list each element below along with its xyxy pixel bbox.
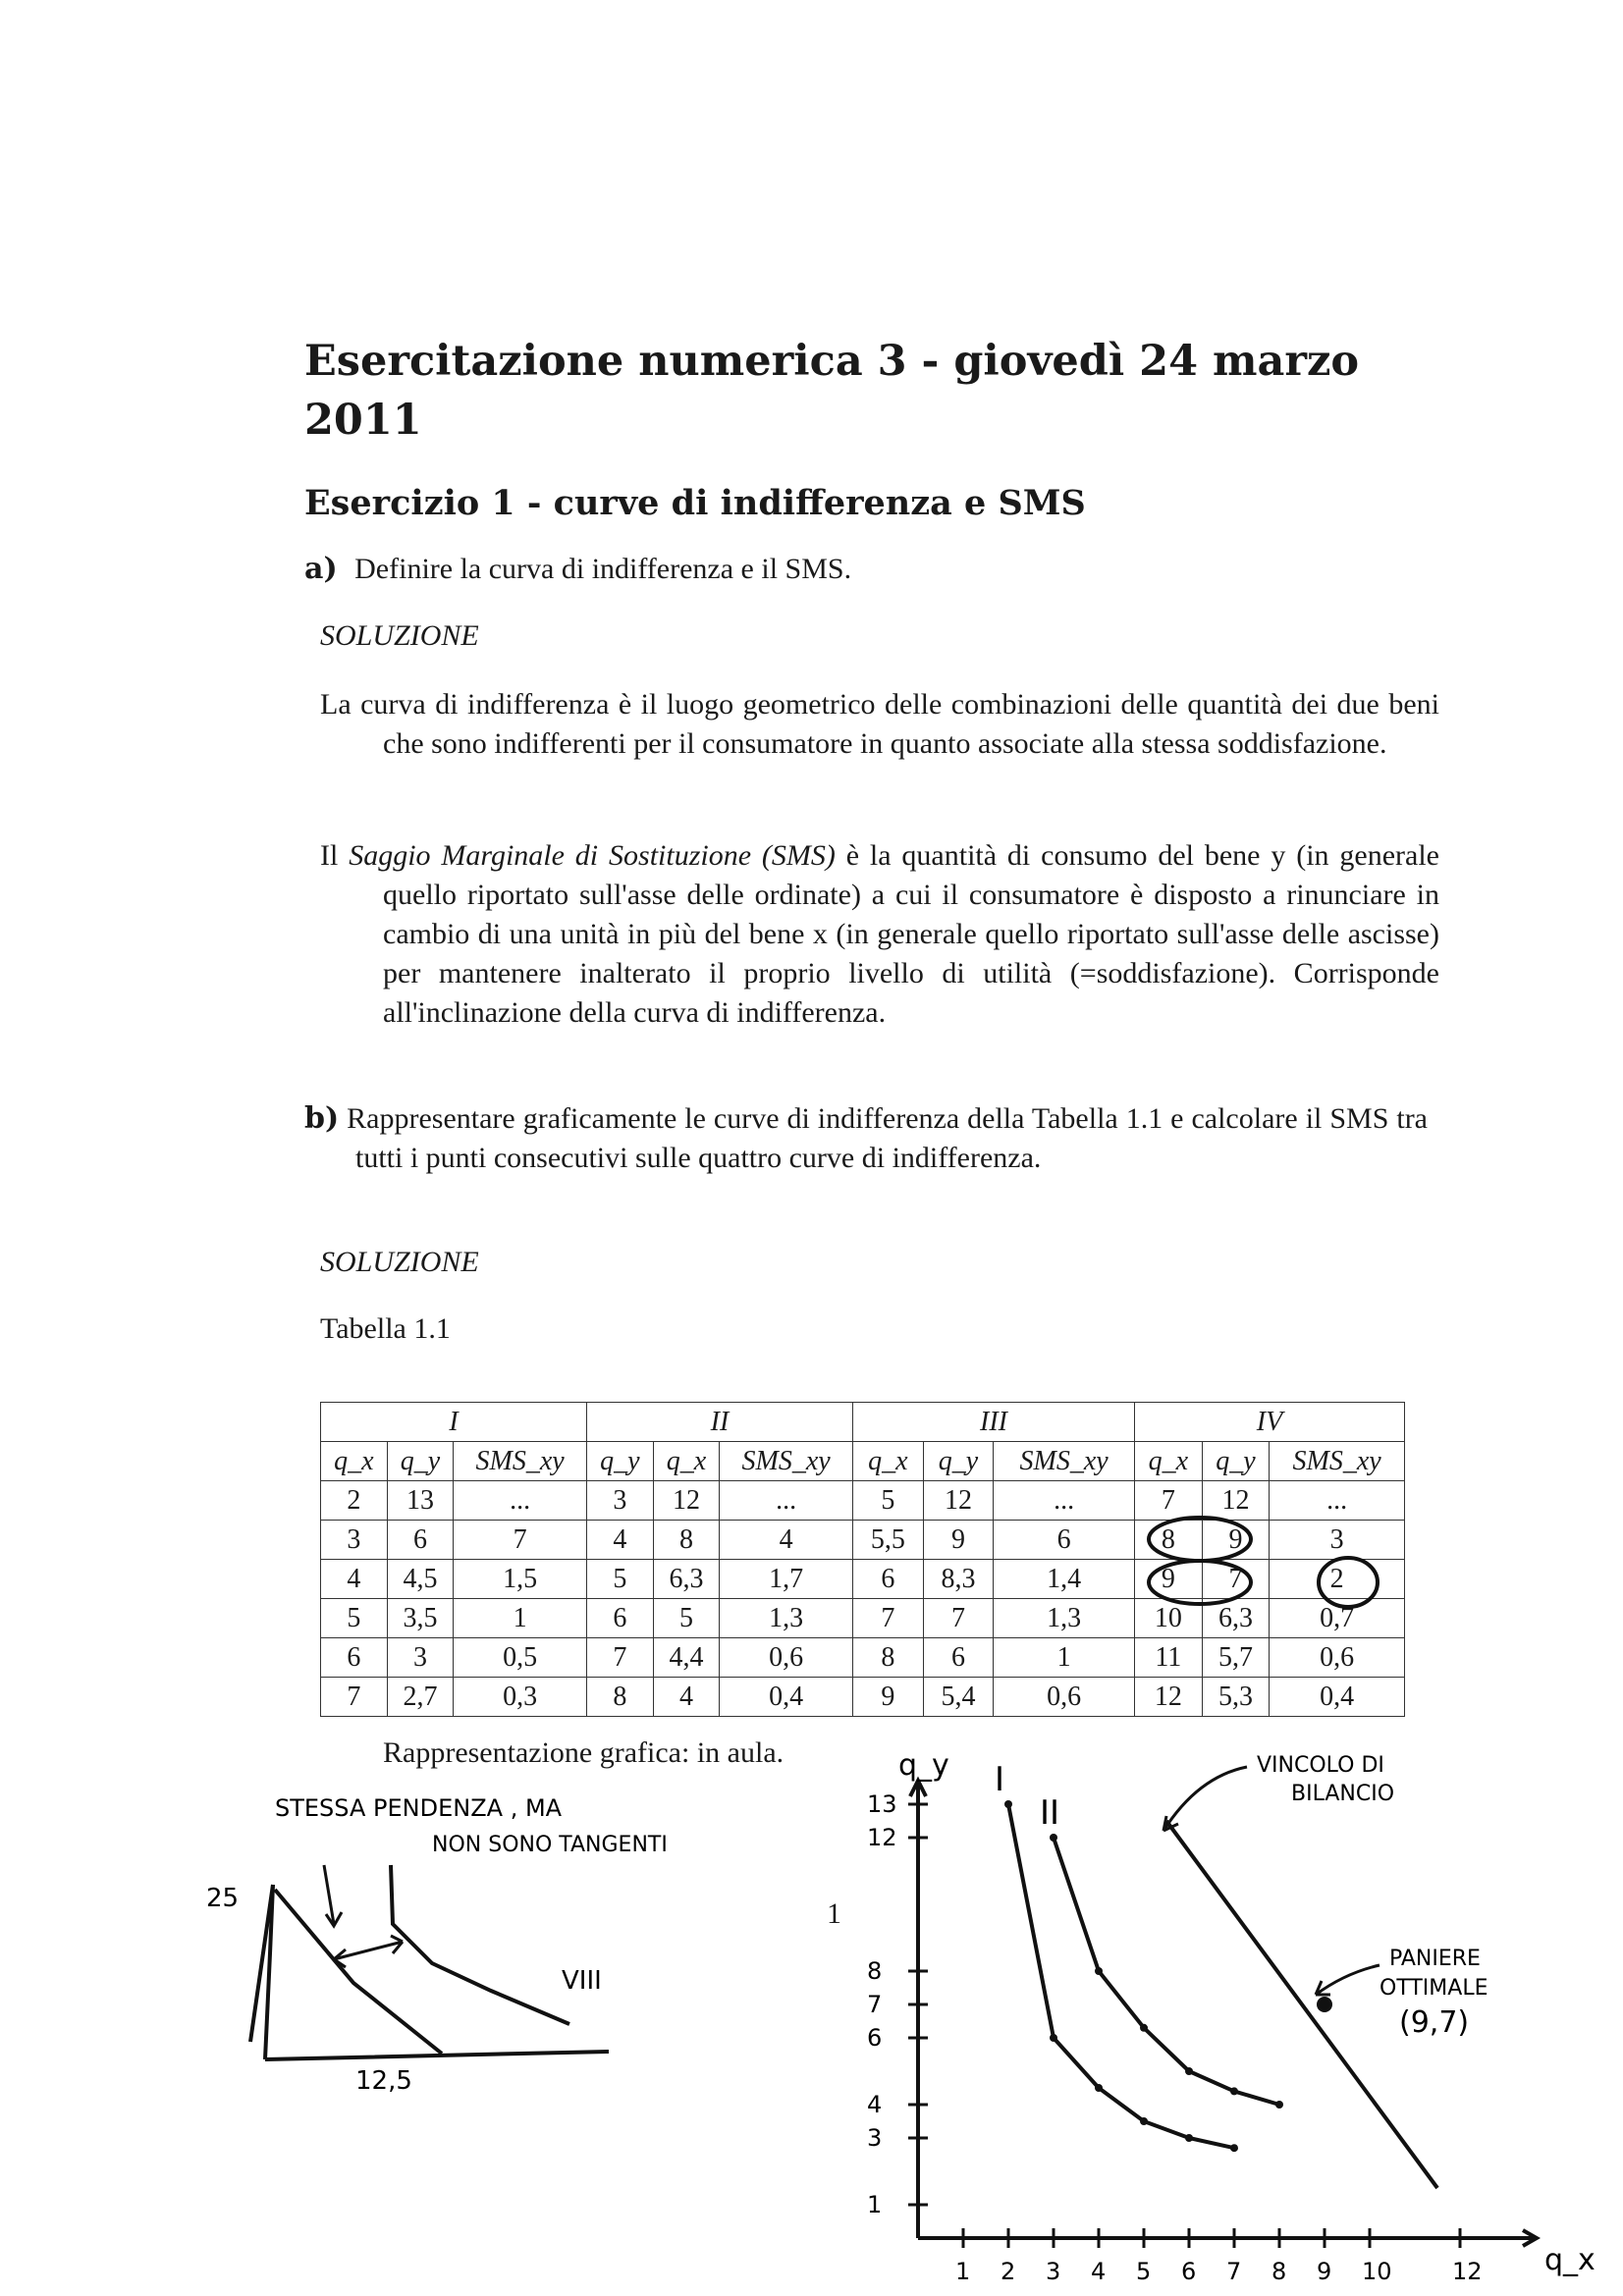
table-cell: 12 bbox=[1202, 1481, 1270, 1521]
sketch-curve-viii bbox=[391, 1865, 569, 2024]
column-header: q_x bbox=[1135, 1442, 1203, 1481]
table-cell: 13 bbox=[387, 1481, 454, 1521]
arrow-icon bbox=[1316, 1965, 1380, 1995]
table-cell: 5 bbox=[321, 1599, 388, 1638]
table-cell: 1,7 bbox=[720, 1560, 853, 1599]
x-axis-label: q_x bbox=[1544, 2243, 1596, 2277]
page-number: 1 bbox=[827, 1897, 841, 1930]
circle-mark bbox=[1149, 1518, 1251, 1561]
sketch-curve-label: VIII bbox=[562, 1966, 602, 1996]
column-header: q_y bbox=[1202, 1442, 1270, 1481]
sketch-note-line2: NON SONO TANGENTI bbox=[432, 1833, 668, 1857]
table-cell: 3 bbox=[587, 1481, 654, 1521]
table-cell: 7 bbox=[321, 1678, 388, 1717]
table-cell: 8 bbox=[1135, 1521, 1203, 1560]
table-cell: ... bbox=[454, 1481, 587, 1521]
sketch-axes bbox=[265, 1885, 609, 2059]
table-cell: 0,3 bbox=[454, 1678, 587, 1717]
x-tick-label: 5 bbox=[1136, 2258, 1152, 2285]
group-header: II bbox=[587, 1403, 853, 1442]
data-point bbox=[1185, 2067, 1193, 2075]
sketch-budget bbox=[275, 1890, 442, 2054]
x-tick-label: 7 bbox=[1226, 2258, 1242, 2285]
group-header: IV bbox=[1135, 1403, 1405, 1442]
arrow-icon bbox=[1163, 1767, 1247, 1831]
y-tick-label: 4 bbox=[867, 2091, 883, 2118]
column-header: q_y bbox=[923, 1442, 994, 1481]
curve-label: I bbox=[995, 1760, 1005, 1799]
table-cell: 1 bbox=[994, 1638, 1135, 1678]
x-tick-label: 2 bbox=[1001, 2258, 1016, 2285]
sketch-note-line1: STESSA PENDENZA , MA bbox=[275, 1794, 563, 1822]
y-tick-label: 13 bbox=[867, 1790, 897, 1818]
table-cell: 8 bbox=[853, 1638, 924, 1678]
table-cell: 1,3 bbox=[720, 1599, 853, 1638]
sketch-x-value: 12,5 bbox=[355, 2066, 412, 2096]
table-column-header-row bbox=[321, 1442, 1405, 1481]
annotation-budget-2: BILANCIO bbox=[1291, 1782, 1395, 1806]
group-header: I bbox=[321, 1403, 587, 1442]
table-cell: 6 bbox=[853, 1560, 924, 1599]
x-tick-label: 9 bbox=[1317, 2258, 1332, 2285]
table-cell: 4 bbox=[587, 1521, 654, 1560]
table-circles bbox=[1129, 1502, 1404, 1639]
table-cell: 4 bbox=[720, 1521, 853, 1560]
x-tick-label: 6 bbox=[1181, 2258, 1197, 2285]
part-a-question: Definire la curva di indifferenza e il SMS. bbox=[354, 553, 852, 585]
section-heading: Esercizio 1 - curve di indifferenza e SMS bbox=[304, 483, 1086, 523]
data-point bbox=[1050, 1834, 1057, 1842]
curve-I bbox=[1008, 1804, 1234, 2148]
column-header: q_x bbox=[853, 1442, 924, 1481]
solution-label-b: SOLUZIONE bbox=[320, 1246, 479, 1278]
table-cell: 7 bbox=[454, 1521, 587, 1560]
table-cell: 2 bbox=[321, 1481, 388, 1521]
data-point bbox=[1275, 2101, 1283, 2109]
table-cell: 6 bbox=[321, 1638, 388, 1678]
column-header: q_y bbox=[587, 1442, 654, 1481]
x-tick-label: 1 bbox=[955, 2258, 971, 2285]
table-cell: 5,7 bbox=[1202, 1638, 1270, 1678]
column-header: q_x bbox=[653, 1442, 720, 1481]
table-cell: 8 bbox=[587, 1678, 654, 1717]
table-cell: 0,5 bbox=[454, 1638, 587, 1678]
data-point bbox=[1050, 2034, 1057, 2042]
table-cell: 9 bbox=[1202, 1521, 1270, 1560]
table-cell: 6 bbox=[923, 1638, 994, 1678]
circle-mark bbox=[1149, 1561, 1251, 1604]
budget-line bbox=[1166, 1821, 1437, 2188]
x-tick-label: 8 bbox=[1271, 2258, 1287, 2285]
data-point bbox=[1185, 2134, 1193, 2142]
sms-intro: Il bbox=[320, 839, 350, 872]
sms-text: è la quantità di consumo del bene y (in generale quello riportato sull'asse delle ordinate) a cui il consumatore è disposto a rinunciare in cambio di una unità in più del bene x (in generale quello riportato sull'asse delle ascisse) per mantenere inalterato il proprio livello di utilità (=soddisfazione). Corrisponde all'inclinazione della curva di indifferenza. bbox=[383, 839, 1439, 1029]
table-cell: 3 bbox=[321, 1521, 388, 1560]
circle-mark bbox=[1319, 1558, 1378, 1607]
table-cell: 6 bbox=[387, 1521, 454, 1560]
part-a bbox=[304, 550, 851, 589]
column-header: SMS_xy bbox=[454, 1442, 587, 1481]
table-cell: ... bbox=[994, 1481, 1135, 1521]
data-point bbox=[1140, 2024, 1148, 2032]
annotation-optimal: PANIERE bbox=[1389, 1947, 1481, 1971]
table-cell: 0,4 bbox=[1270, 1678, 1405, 1717]
column-header: q_x bbox=[321, 1442, 388, 1481]
definition-indifference: La curva di indifferenza è il luogo geometrico delle combinazioni delle quantità dei due beni che sono indifferenti per il consumatore in quanto associate alla stessa soddisfazione. bbox=[320, 688, 1439, 760]
table-cell: 5,3 bbox=[1202, 1678, 1270, 1717]
table-cell: 9 bbox=[923, 1521, 994, 1560]
table-cell: ... bbox=[720, 1481, 853, 1521]
y-tick-label: 8 bbox=[867, 1957, 883, 1985]
part-b bbox=[304, 1099, 1428, 1178]
table-cell: 5 bbox=[853, 1481, 924, 1521]
table-cell: 0,7 bbox=[1270, 1599, 1405, 1638]
table-cell: 5,5 bbox=[853, 1521, 924, 1560]
table-cell: 7 bbox=[853, 1599, 924, 1638]
table-cell: 7 bbox=[587, 1638, 654, 1678]
x-tick-label: 10 bbox=[1362, 2258, 1392, 2285]
double-arrow-icon bbox=[334, 1936, 403, 1967]
curve-label: II bbox=[1040, 1793, 1060, 1833]
table-cell: 6 bbox=[994, 1521, 1135, 1560]
data-point bbox=[1140, 2117, 1148, 2125]
y-tick-label: 7 bbox=[867, 1991, 883, 2018]
graph-note: Rappresentazione grafica: in aula. bbox=[383, 1736, 784, 1769]
y-axis-label: q_y bbox=[898, 1748, 949, 1783]
table-cell: 1,5 bbox=[454, 1560, 587, 1599]
y-tick-label: 1 bbox=[867, 2191, 883, 2218]
table-cell: 0,6 bbox=[720, 1638, 853, 1678]
table-cell: 4 bbox=[653, 1678, 720, 1717]
table-cell: ... bbox=[1270, 1481, 1405, 1521]
table-cell: 6 bbox=[587, 1599, 654, 1638]
table-row bbox=[321, 1638, 1405, 1678]
table-cell: 2 bbox=[1270, 1560, 1405, 1599]
part-b-question: Rappresentare graficamente le curve di indifferenza della Tabella 1.1 e calcolare il SMS tra tutti i punti consecutivi sulle quattro curve di indifferenza. bbox=[347, 1102, 1428, 1174]
part-b-label: b) bbox=[304, 1101, 340, 1136]
table-cell: 1,4 bbox=[994, 1560, 1135, 1599]
curve-II bbox=[1054, 1838, 1279, 2105]
table-cell: 5,4 bbox=[923, 1678, 994, 1717]
table-cell: 10 bbox=[1135, 1599, 1203, 1638]
data-point bbox=[1230, 2144, 1238, 2152]
table-cell: 8 bbox=[653, 1521, 720, 1560]
x-tick-label: 12 bbox=[1452, 2258, 1483, 2285]
table-cell: 6,3 bbox=[653, 1560, 720, 1599]
sms-term: Saggio Marginale di Sostituzione (SMS) bbox=[349, 839, 836, 872]
table-cell: 3 bbox=[1270, 1521, 1405, 1560]
x-tick-label: 4 bbox=[1091, 2258, 1107, 2285]
table-cell: 12 bbox=[653, 1481, 720, 1521]
table-cell: 7 bbox=[923, 1599, 994, 1638]
annotation-optimal-2: OTTIMALE bbox=[1380, 1976, 1488, 2001]
y-tick-label: 12 bbox=[867, 1824, 897, 1851]
table-row bbox=[321, 1678, 1405, 1717]
column-header: SMS_xy bbox=[1270, 1442, 1405, 1481]
indifference-chart bbox=[825, 1737, 1596, 2287]
table-group-row bbox=[321, 1403, 1405, 1442]
table-cell: 9 bbox=[1135, 1560, 1203, 1599]
table-cell: 6,3 bbox=[1202, 1599, 1270, 1638]
table-cell: 9 bbox=[853, 1678, 924, 1717]
column-header: SMS_xy bbox=[720, 1442, 853, 1481]
table-cell: 1 bbox=[454, 1599, 587, 1638]
group-header: III bbox=[853, 1403, 1135, 1442]
table-cell: 0,6 bbox=[1270, 1638, 1405, 1678]
table-cell: 1,3 bbox=[994, 1599, 1135, 1638]
column-header: SMS_xy bbox=[994, 1442, 1135, 1481]
table-cell: 4,4 bbox=[653, 1638, 720, 1678]
column-header: q_y bbox=[387, 1442, 454, 1481]
table-cell: 7 bbox=[1202, 1560, 1270, 1599]
y-tick-label: 3 bbox=[867, 2124, 883, 2152]
table-cell: 3 bbox=[387, 1638, 454, 1678]
y-tick-label: 6 bbox=[867, 2024, 883, 2052]
solution-label-a: SOLUZIONE bbox=[320, 619, 479, 652]
definition-sms bbox=[320, 836, 1439, 1033]
annotation-budget: VINCOLO DI bbox=[1257, 1753, 1384, 1778]
data-point bbox=[1230, 2087, 1238, 2095]
table-cell: 0,4 bbox=[720, 1678, 853, 1717]
table-cell: 0,6 bbox=[994, 1678, 1135, 1717]
sketch-y-value: 25 bbox=[206, 1884, 240, 1913]
x-tick-label: 3 bbox=[1046, 2258, 1061, 2285]
table-cell: 5 bbox=[653, 1599, 720, 1638]
table-cell: 2,7 bbox=[387, 1678, 454, 1717]
data-point bbox=[1095, 2084, 1103, 2092]
table-cell: 8,3 bbox=[923, 1560, 994, 1599]
table-cell: 12 bbox=[923, 1481, 994, 1521]
table-cell: 4,5 bbox=[387, 1560, 454, 1599]
data-point bbox=[1004, 1800, 1012, 1808]
page-title: Esercitazione numerica 3 - giovedì 24 marzo 2011 bbox=[304, 337, 1360, 445]
table-cell: 12 bbox=[1135, 1678, 1203, 1717]
data-point bbox=[1095, 1967, 1103, 1975]
annotation-optimal-3: (9,7) bbox=[1399, 2005, 1470, 2040]
table-caption: Tabella 1.1 bbox=[320, 1312, 451, 1345]
table-cell: 7 bbox=[1135, 1481, 1203, 1521]
table-cell: 5 bbox=[587, 1560, 654, 1599]
table-cell: 11 bbox=[1135, 1638, 1203, 1678]
sketch-left bbox=[196, 1767, 668, 2101]
optimal-point bbox=[1317, 1997, 1332, 2012]
part-a-label: a) bbox=[304, 552, 338, 586]
arrow-down-icon bbox=[324, 1865, 342, 1926]
table-cell: 4 bbox=[321, 1560, 388, 1599]
table-cell: 3,5 bbox=[387, 1599, 454, 1638]
